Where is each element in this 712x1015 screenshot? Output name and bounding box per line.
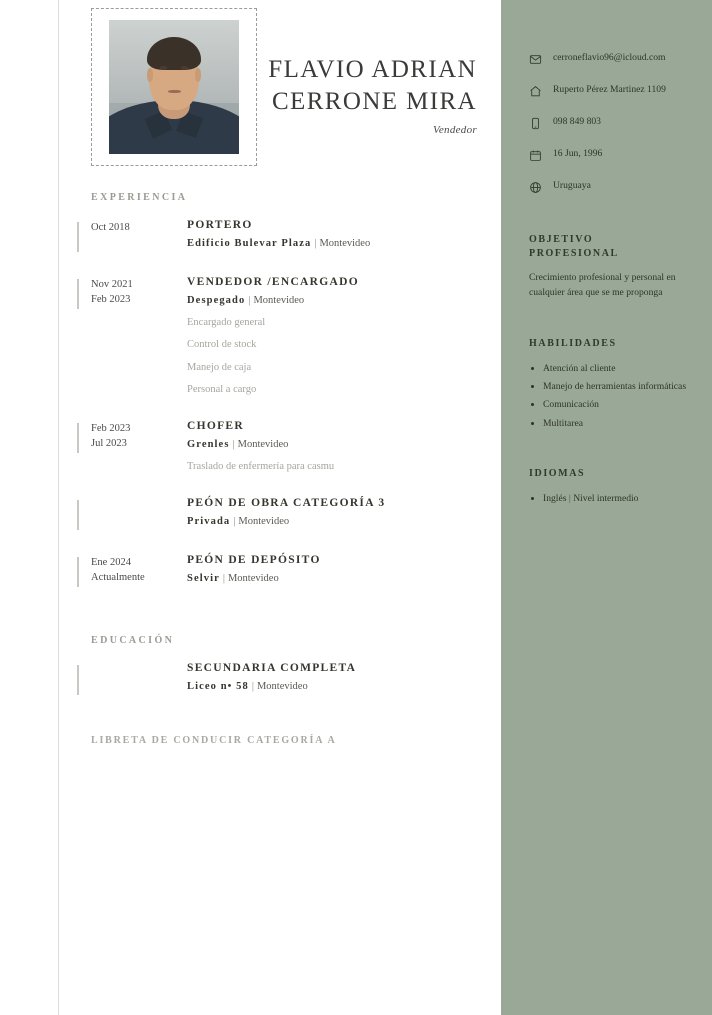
job-role: Vendedor — [433, 124, 477, 136]
entry-dates — [91, 497, 177, 536]
entry-job-title: CHOFER — [187, 420, 244, 433]
section-title-education: EDUCACIÓN — [91, 635, 175, 647]
globe-icon — [529, 180, 549, 199]
entry-content — [177, 420, 481, 483]
experience-item — [77, 497, 481, 536]
date-start: Ene 2024 — [91, 557, 131, 569]
objective-title-line-1: OBJETIVO — [529, 234, 594, 245]
entry-company: Edificio Bulevar Plaza — [187, 238, 312, 249]
entry-separator: | — [232, 439, 235, 451]
timeline-bar — [77, 500, 79, 530]
avatar — [109, 20, 239, 154]
entry-dates — [91, 276, 177, 406]
entry-content — [177, 497, 481, 536]
entry-company-row — [187, 295, 481, 306]
skill-item: • Atención al cliente — [543, 361, 689, 376]
date-end: Feb 2023 — [91, 293, 131, 305]
objective-text: Crecimiento profesional y personal en cualquier área que se me proponga — [529, 272, 676, 298]
skills-list — [529, 361, 689, 431]
entry-bullets — [187, 315, 481, 398]
sidebar-title-skills: HABILIDADES — [529, 337, 617, 349]
experience-item — [77, 554, 481, 593]
bullet-item: Control de stock — [187, 339, 257, 351]
entry-content — [177, 662, 481, 701]
entry-content — [177, 276, 481, 406]
contact-email-text[interactable]: cerroneflavio96@icloud.com — [553, 52, 666, 63]
left-margin-strip — [0, 0, 59, 1015]
portrait-illustration — [109, 20, 239, 154]
entry-school-row — [187, 681, 481, 692]
entry-separator: | — [233, 516, 236, 528]
contact-item-email — [529, 52, 689, 71]
language-name: Inglés — [543, 493, 567, 505]
entry-content — [177, 219, 481, 258]
bullet-item: Encargado general — [187, 317, 266, 328]
phone-icon — [529, 116, 549, 135]
entry-company: Selvir — [187, 573, 220, 585]
entry-company-row — [187, 439, 481, 450]
entry-city: Montevideo — [238, 516, 290, 528]
calendar-icon — [529, 148, 549, 167]
contact-address-text: Ruperto Pérez Martinez 1109 — [553, 84, 666, 95]
entry-city: Montevideo — [237, 439, 289, 451]
entry-city: Montevideo — [253, 295, 305, 306]
language-level: Nivel intermedio — [573, 493, 639, 505]
date-start: Feb 2023 — [91, 423, 131, 435]
home-icon — [529, 84, 549, 103]
date-start: Nov 2021 — [91, 279, 133, 290]
entry-separator: | — [251, 681, 254, 693]
entry-job-title: PORTERO — [187, 219, 253, 231]
entry-company-row — [187, 516, 481, 527]
contact-item-phone — [529, 116, 689, 135]
entry-job-title: VENDEDOR /ENCARGADO — [187, 276, 359, 288]
timeline-bar — [77, 279, 79, 309]
experience-item — [77, 276, 481, 406]
entry-bullets — [187, 459, 481, 475]
language-item — [543, 491, 689, 506]
contact-nationality-text: Uruguaya — [553, 180, 591, 191]
entry-content — [177, 554, 481, 593]
contact-item-birthdate — [529, 148, 689, 167]
date-end: Actualmente — [91, 572, 145, 584]
photo-frame — [91, 8, 257, 166]
entry-company: Grenles — [187, 439, 230, 451]
skill-item: • Comunicación — [543, 397, 689, 412]
sidebar — [501, 0, 712, 1015]
section-title-experience: EXPERIENCIA — [91, 192, 188, 203]
date-start: Oct 2018 — [91, 222, 130, 233]
contact-item-address — [529, 84, 689, 103]
contact-birthdate-text: 16 Jun, 1996 — [553, 148, 603, 159]
bullet-item: Manejo de caja — [187, 361, 252, 373]
skill-item: • Manejo de herramientas informáticas — [543, 379, 689, 394]
entry-city: Montevideo — [256, 681, 308, 693]
entry-company: Privada — [187, 516, 231, 528]
entry-degree-title: SECUNDARIA COMPLETA — [187, 662, 357, 675]
entry-dates — [91, 420, 177, 483]
entry-dates — [91, 662, 177, 701]
bullet-item: Traslado de enfermería para casmu — [187, 461, 335, 473]
envelope-icon — [529, 52, 549, 71]
entry-separator: | — [222, 573, 225, 585]
language-separator: | — [568, 493, 571, 505]
entry-job-title: PEÓN DE OBRA CATEGORÍA 3 — [187, 497, 386, 510]
entry-dates — [91, 554, 177, 593]
date-end: Jul 2023 — [91, 437, 127, 449]
sidebar-title-languages: IDIOMAS — [529, 468, 586, 480]
timeline-bar — [77, 665, 79, 695]
experience-item — [77, 420, 481, 483]
languages-list — [529, 491, 689, 506]
entry-dates — [91, 219, 177, 258]
contact-item-nationality — [529, 180, 689, 199]
resume-header — [77, 0, 481, 170]
full-name-line-1: FLAVIO ADRIAN — [268, 56, 477, 83]
entry-separator: | — [248, 295, 251, 306]
education-item — [77, 662, 481, 701]
full-name-line-2: CERRONE MIRA — [271, 88, 477, 115]
bullet-item: Personal a cargo — [187, 383, 257, 395]
sidebar-title-objective — [529, 233, 689, 261]
name-block — [257, 8, 481, 136]
timeline-bar — [77, 557, 79, 587]
entry-job-title: PEÓN DE DEPÓSITO — [187, 554, 321, 567]
entry-company-row — [187, 573, 481, 584]
entry-city: Montevideo — [319, 238, 371, 249]
entry-school: Liceo n• 58 — [187, 681, 249, 693]
timeline-bar — [77, 222, 79, 252]
timeline-bar — [77, 423, 79, 453]
entry-company: Despegado — [187, 295, 246, 306]
contact-phone-text[interactable]: 098 849 803 — [553, 116, 601, 127]
contact-list — [529, 52, 689, 199]
entry-company-row — [187, 238, 481, 249]
entry-city: Montevideo — [227, 573, 279, 585]
experience-item — [77, 219, 481, 258]
main-column — [59, 0, 501, 1015]
objective-title-line-2: PROFESIONAL — [529, 248, 619, 259]
driver-license-line: LIBRETA DE CONDUCIR CATEGORÍA A — [91, 735, 337, 747]
skill-item: • Multitarea — [543, 416, 689, 431]
entry-separator: | — [314, 238, 317, 249]
